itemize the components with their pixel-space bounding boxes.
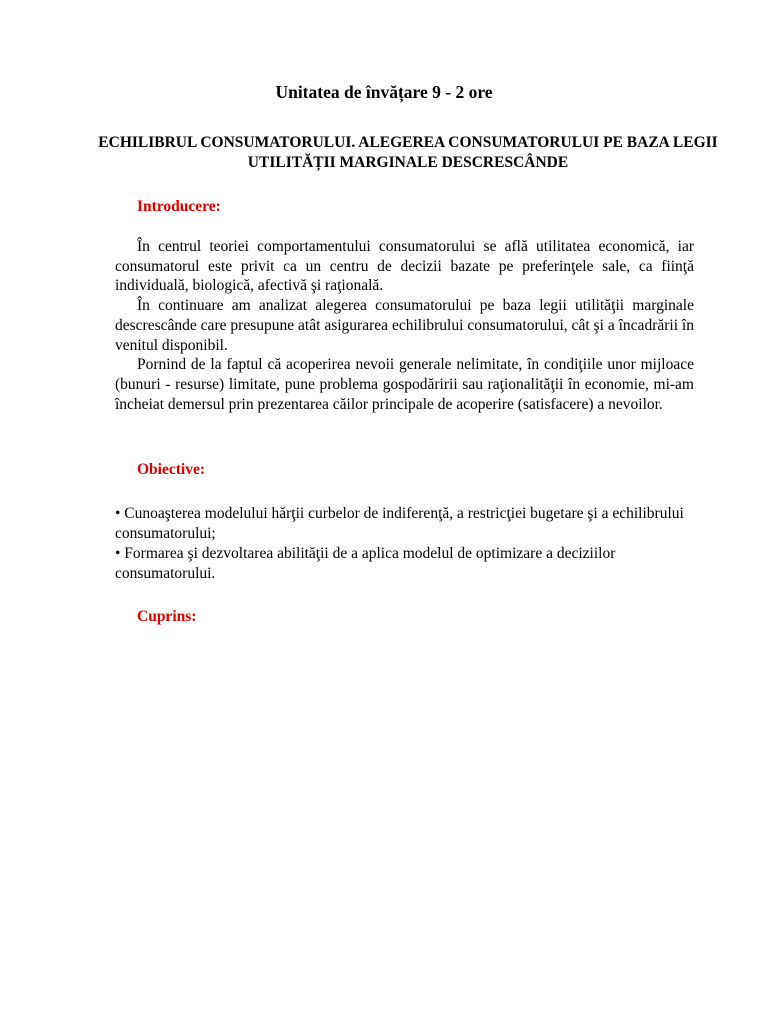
objectives-heading: Obiective: xyxy=(137,461,206,478)
contents-heading: Cuprins: xyxy=(137,608,197,625)
introduction-text xyxy=(115,237,694,414)
main-title: ECHILIBRUL CONSUMATORULUI. ALEGEREA CONSUMATORULUI PE BAZA LEGII UTILITĂȚII MARGINALE DESCRESCÂNDE xyxy=(98,134,718,171)
introduction-heading: Introducere: xyxy=(137,198,221,215)
objective-item-1: • Cunoaşterea modelului hărţii curbelor de indiferenţă, a restricţiei bugetare şi a echilibrului consumatorului; xyxy=(115,505,684,542)
intro-paragraph-2: În continuare am analizat alegerea consumatorului pe baza legii utilităţii marginale descrescânde care presupune atât asigurarea echilibrului consumatorului, cât şi a încadrării în venitul disponibil. xyxy=(115,297,694,354)
intro-paragraph-3: Pornind de la faptul că acoperirea nevoii generale nelimitate, în condiţiile unor mijloace (bunuri - resurse) limitate, pune problema gospodăririi sau raţionalităţii în economie, mi-am încheiat demersul prin prezentarea căilor principale de acoperire (satisfacere) a nevoilor. xyxy=(115,356,694,413)
objective-item-2: • Formarea şi dezvoltarea abilităţii de a aplica modelul de optimizare a deciziilor consumatorului. xyxy=(115,545,616,582)
unit-title: Unitatea de învățare 9 - 2 ore xyxy=(275,82,493,102)
objectives-list xyxy=(115,504,694,584)
intro-paragraph-1: În centrul teoriei comportamentului consumatorului se află utilitatea economică, iar consumatorul este privit ca un centru de decizii bazate pe preferinţele sale, ca fiinţă individuală, biologică, afectivă şi raţională. xyxy=(115,238,694,295)
